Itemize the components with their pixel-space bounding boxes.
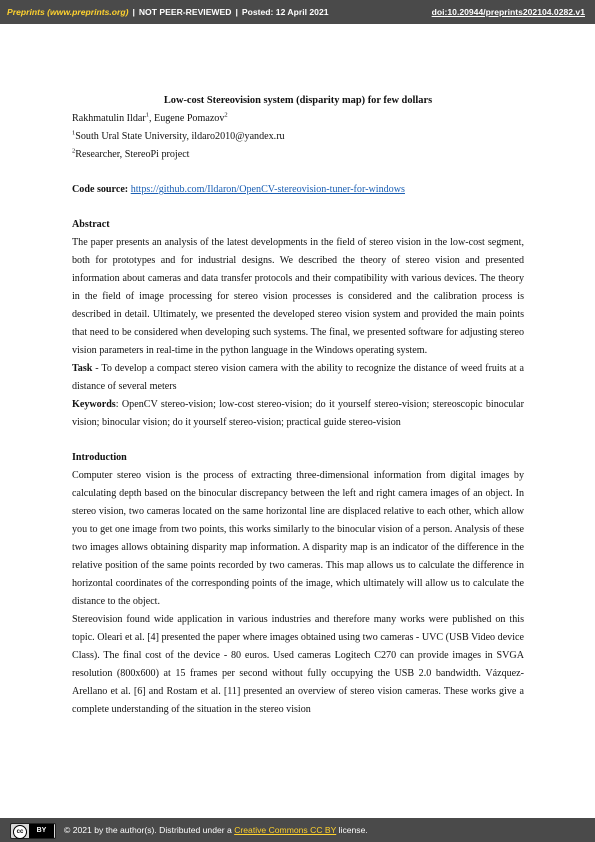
introduction-heading: Introduction [72, 452, 127, 463]
task-label: Task [72, 363, 93, 374]
copyright-prefix: © 2021 by the author(s). Distributed under a [64, 825, 235, 835]
keywords-paragraph [72, 396, 524, 432]
introduction-paragraph-1: Computer stereo vision is the process of extracting three-dimensional information from digital images by calculating depth based on the binocular discrepancy between the left and right camera images of an object. In stereo vision, two cameras located on the same horizontal line are displaced relative to each other, which allow you to get one image from two points, this works similarly to the binocular vision of a person. Analysis of these two images allows obtaining disparity map information. A disparity map is an indicator of the difference in the relative position of the same points recorded by two cameras. This map allows us to calculate the difference in horizontal coordinates of the corresponding points of the image, which ultimately will allow us to calculate the distance to the object. [72, 470, 524, 607]
paper-body [72, 92, 524, 719]
license-suffix: license. [336, 825, 368, 835]
posted-date: Posted: 12 April 2021 [241, 7, 329, 17]
review-status: NOT PEER-REVIEWED [138, 7, 232, 17]
doi-link[interactable]: doi:10.20944/preprints202104.0282.v1 [431, 7, 585, 17]
license-link[interactable]: Creative Commons CC BY [234, 825, 337, 835]
author-2: , Eugene Pomazov [148, 113, 225, 124]
paper-title: Low-cost Stereovision system (disparity map) for few dollars [163, 95, 433, 106]
code-source-line [72, 181, 524, 199]
affiliation-2 [72, 146, 524, 164]
affil-2-sup: 2 [72, 147, 76, 155]
affiliation-1 [72, 128, 524, 146]
keywords-text: : OpenCV stereo-vision; low-cost stereo-vision; do it yourself stereo-vision; stereoscopic binocular vision; binocular vision; do it yourself stereo-vision; practical guide stereo-vision [72, 399, 524, 428]
abstract-text: The paper presents an analysis of the latest developments in the field of stereo vision in the low-cost segment, both for prototypes and for industrial designs. We described the theory of stereo vision and presented information about cameras and data transfer protocols and their compatibility with various devices. The theory in the field of image processing for stereo vision processes is considered and the calibration process is described in detail. Ultimately, we presented the developed stereo vision system and provided the main points that need to be considered when developing such systems. The final, we presented software for adjusting stereo vision parameters in real-time in the python language in the Windows operating system. [72, 237, 524, 356]
header-separator: | [132, 7, 135, 17]
cc-icon: cc [13, 825, 27, 839]
task-paragraph [72, 360, 524, 396]
affil-1-sup: 1 [72, 129, 76, 137]
abstract-heading: Abstract [72, 219, 110, 230]
code-source-link[interactable]: https://github.com/Ildaron/OpenCV-stereovision-tuner-for-windows [130, 184, 405, 195]
cc-by-badge-icon[interactable] [10, 823, 56, 839]
by-label: BY [29, 824, 54, 838]
task-text: - To develop a compact stereo vision camera with the ability to recognize the distance of weed fruits at a distance of several meters [72, 363, 524, 392]
keywords-label: Keywords [72, 399, 116, 410]
license-footer-bar [0, 818, 595, 842]
code-source-label: Code source: [72, 184, 129, 195]
introduction-paragraph-2: Stereovision found wide application in various industries and therefore many works were published on this topic. Oleari et al. [4] presented the paper where images obtained using two cameras - UVC (USB Video device Class). The final cost of the device - 80 euros. Used cameras Logitech C270 can provide images in SVGA resolution (800x600) at 15 frames per second without fully occupying the USB 2.0 bandwidth. Vázquez-Arellano et al. [6] and Rostam et al. [11] presented an overview of stereo vision cameras. These works give a complete understanding of the situation in the stereo vision [72, 614, 524, 715]
author-line [72, 110, 524, 128]
author-1: Rakhmatulin Ildar [72, 113, 146, 124]
header-separator: | [235, 7, 238, 17]
affil-2-text: Researcher, StereoPi project [75, 149, 190, 160]
preprints-brand-link[interactable]: Preprints (www.preprints.org) [7, 7, 129, 17]
author-1-sup: 1 [145, 111, 149, 119]
author-2-sup: 2 [224, 111, 228, 119]
affil-1-text: South Ural State University, ildaro2010@yandex.ru [75, 131, 285, 142]
header-left [7, 7, 329, 17]
copyright-text [64, 825, 368, 835]
preprint-header-bar [0, 0, 595, 24]
